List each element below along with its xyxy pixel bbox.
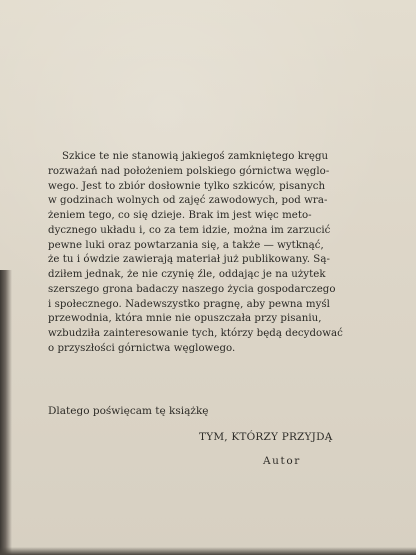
paragraph-line-6: dycznego układu i, co za tem idzie, można im zarzucić bbox=[48, 224, 331, 236]
dedication-recipients: TYM, KTÓRZY PRZYJDĄ bbox=[199, 431, 333, 443]
page-shadow-left bbox=[0, 270, 12, 555]
main-paragraph bbox=[48, 150, 383, 357]
paragraph-line-14: o przyszłości górnictwa węglowego. bbox=[48, 342, 236, 354]
paragraph-line-11: i społecznego. Nadewszystko pragnę, aby pewna myśl bbox=[48, 298, 330, 310]
paragraph-line-10: szerszego grona badaczy naszego życia gospodarczego bbox=[48, 283, 336, 295]
paragraph-line-12: przewodnia, która mnie nie opuszczała przy pisaniu, bbox=[48, 313, 322, 325]
paragraph-line-13: wzbudziła zainteresowanie tych, którzy będą decydować bbox=[48, 328, 343, 339]
paragraph-line-4: w godzinach wolnych od zajęć zawodowych, pod wra- bbox=[48, 195, 328, 207]
paragraph-line-1: Szkice te nie stanowią jakiegoś zamkniętego kręgu bbox=[62, 151, 329, 162]
page-shadow-bottom bbox=[0, 547, 416, 555]
paragraph-line-8: że tu i ówdzie zawierają materiał już publikowany. Są- bbox=[48, 254, 330, 266]
paragraph-line-7: pewne luki oraz powtarzania się, a także — wytknąć, bbox=[48, 239, 324, 251]
dedication-line: Dlatego poświęcam tę książkę bbox=[48, 405, 209, 417]
paragraph-line-2: rozważań nad położeniem polskiego górnictwa węglo- bbox=[48, 165, 330, 177]
paragraph-line-3: wego. Jest to zbiór dosłownie tylko szkiców, pisanych bbox=[48, 180, 326, 192]
paragraph-line-5: żeniem tego, co się dzieje. Brak im jest więc meto- bbox=[48, 210, 312, 221]
paragraph-line-9: dziłem jednak, że nie czynię źle, oddając je na użytek bbox=[48, 269, 326, 280]
author-signature: Autor bbox=[263, 455, 301, 467]
